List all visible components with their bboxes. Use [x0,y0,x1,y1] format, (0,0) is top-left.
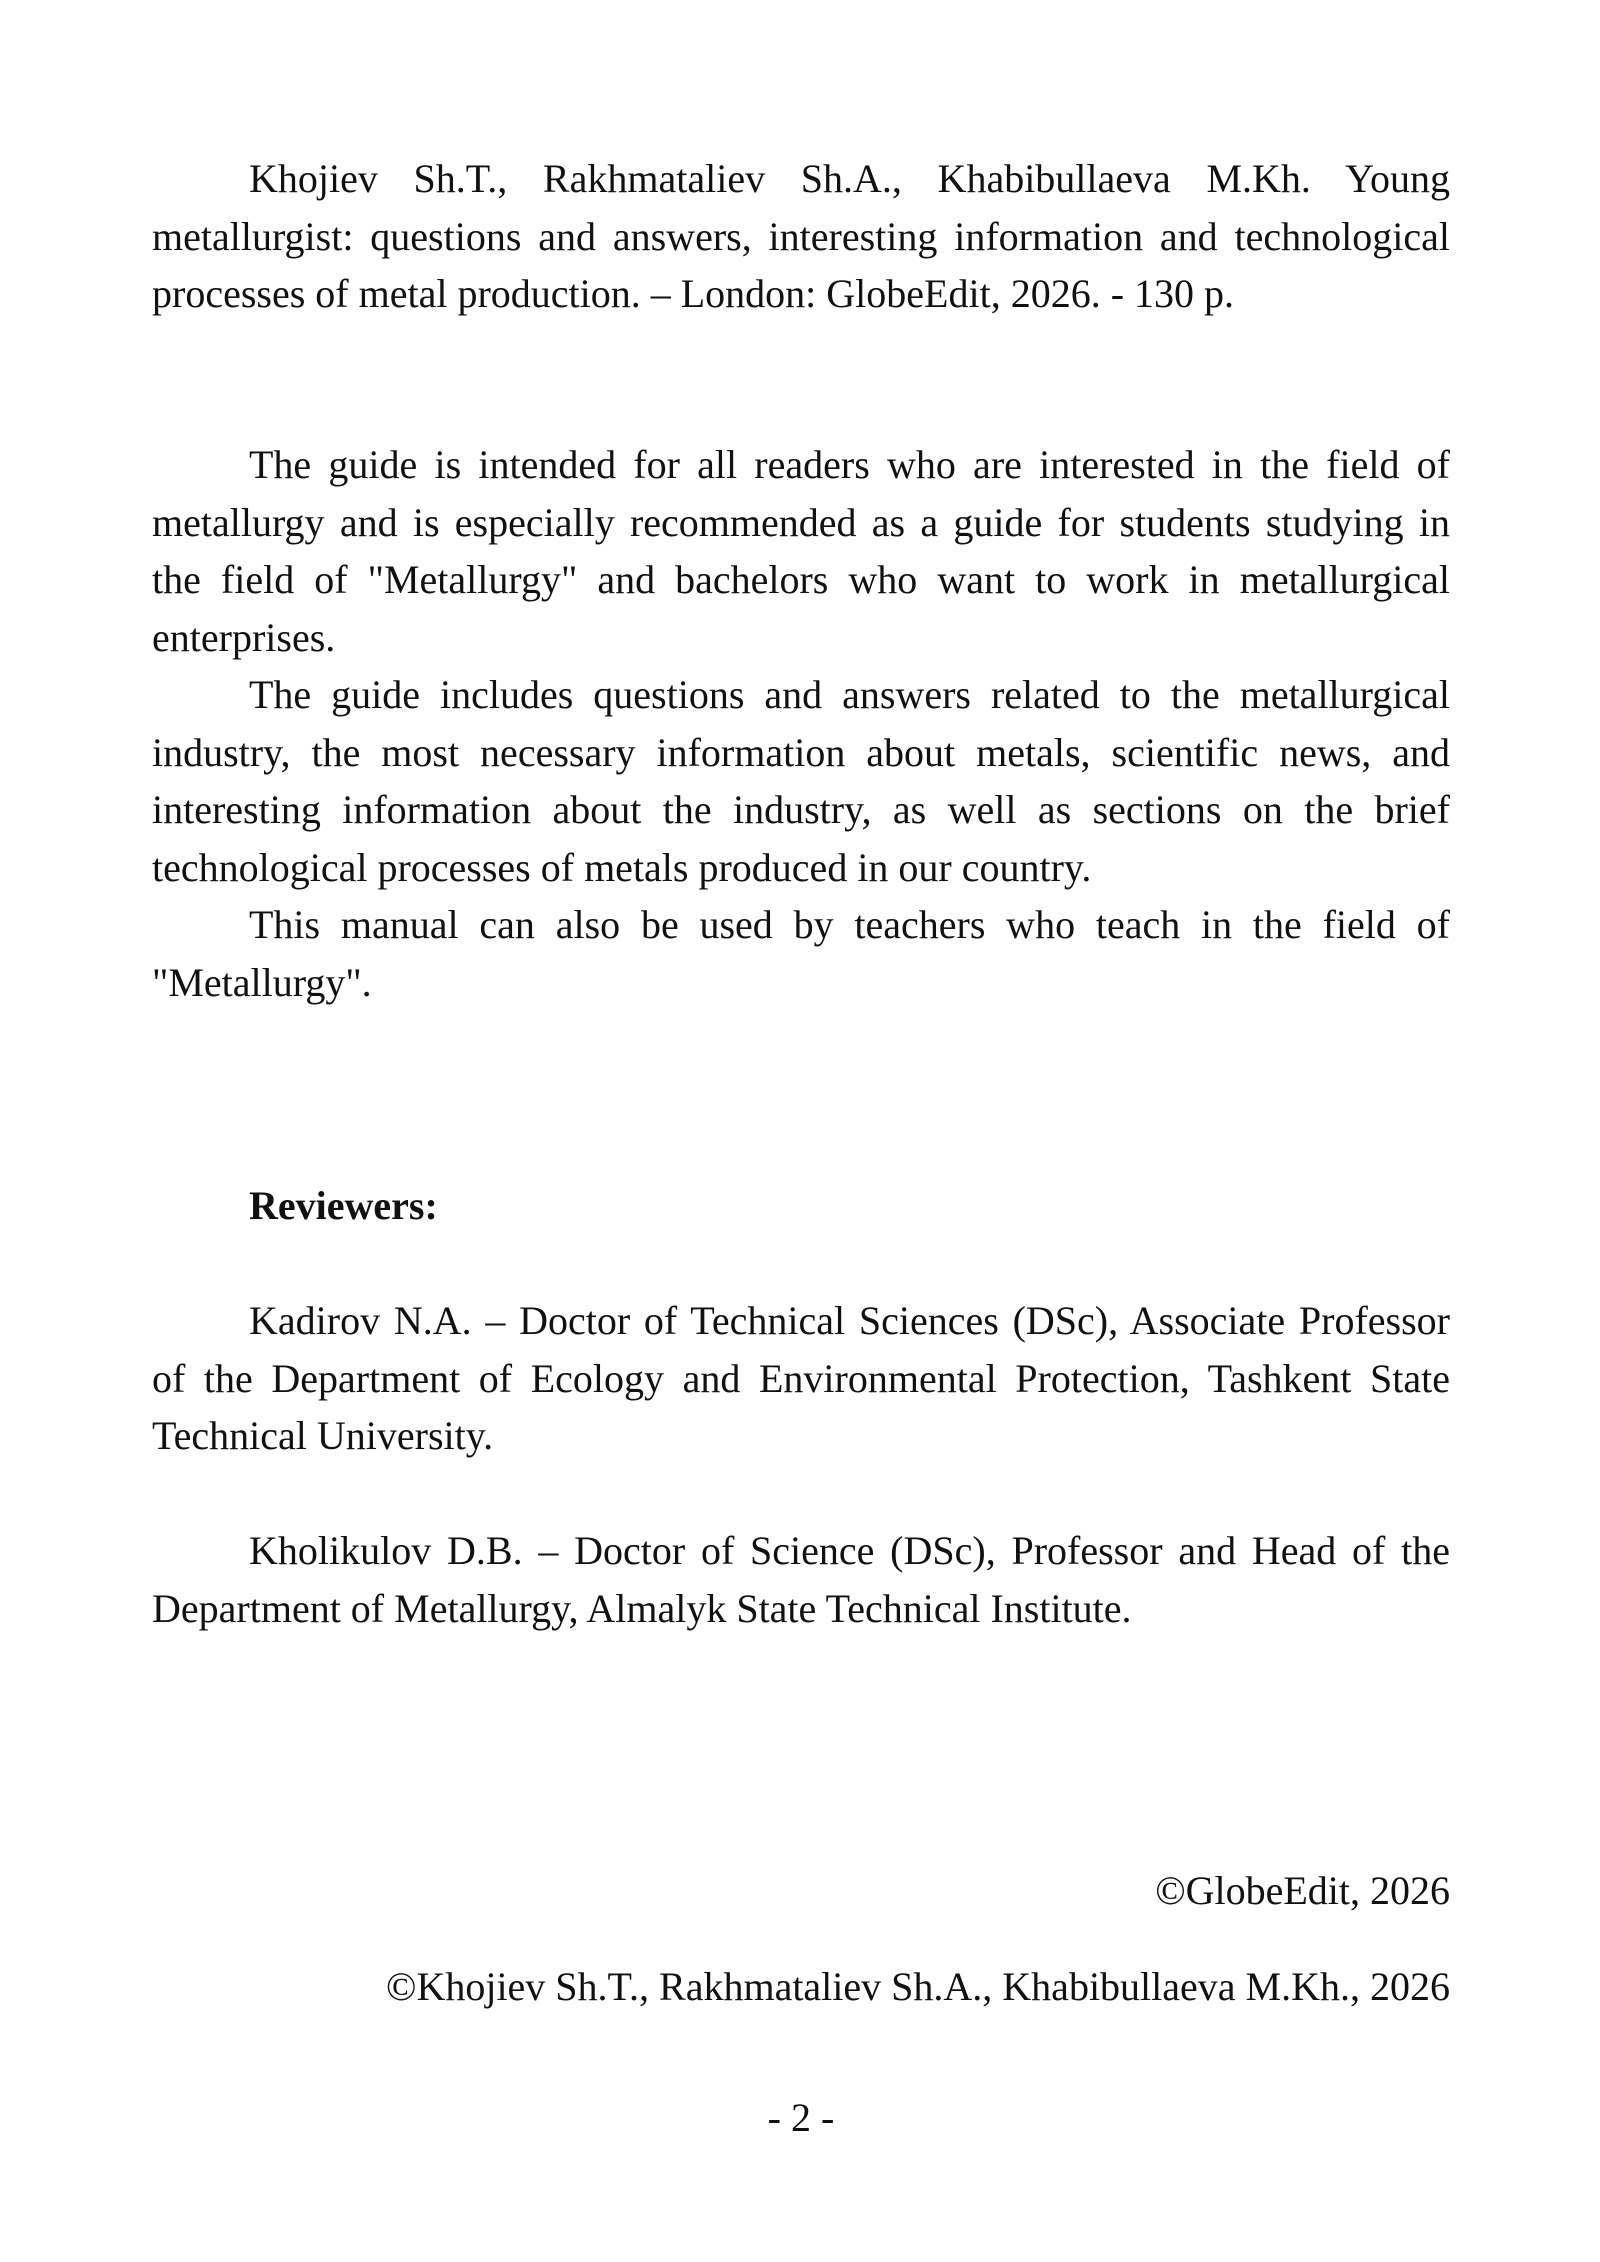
reviewers-heading: Reviewers: [249,1183,438,1228]
copyright-publisher: ©GlobeEdit, 2026 [1155,1868,1450,1913]
description-paragraph: The guide is intended for all readers who are interested in the field of metallurgy and is especially recommended as a guide for students studying in the field of "Metallurgy" and bachelors who want to work in metallurgical enterprises. [152,442,1450,660]
copyright-authors: ©Khojiev Sh.T., Rakhmataliev Sh.A., Khabibullaeva M.Kh., 2026 [386,1964,1450,2009]
description-paragraph: This manual can also be used by teachers who teach in the field of "Metallurgy". [152,902,1450,1005]
description-paragraph: The guide includes questions and answers related to the metallurgical industry, the most necessary information about metals, scientific news, and interesting information about the industry, as well as sections on the brief technological processes of metals produced in our country. [152,672,1450,890]
document-page [152,0,1450,2262]
book-description [152,436,1450,1011]
bibliographic-citation: Khojiev Sh.T., Rakhmataliev Sh.A., Khabibullaeva M.Kh. Young metallurgist: questions and answers, interesting information and technological processes of metal production. – London: GlobeEdit, 2026. - 130 p. [152,156,1450,316]
reviewer-entry: Kholikulov D.B. – Doctor of Science (DSc), Professor and Head of the Department of Metallurgy, Almalyk State Technical Institute. [152,1528,1450,1631]
reviewer-entry: Kadirov N.A. – Doctor of Technical Sciences (DSc), Associate Professor of the Department of Ecology and Environmental Protection, Tashkent State Technical University. [152,1298,1450,1458]
page-number: - 2 - [767,2095,835,2140]
